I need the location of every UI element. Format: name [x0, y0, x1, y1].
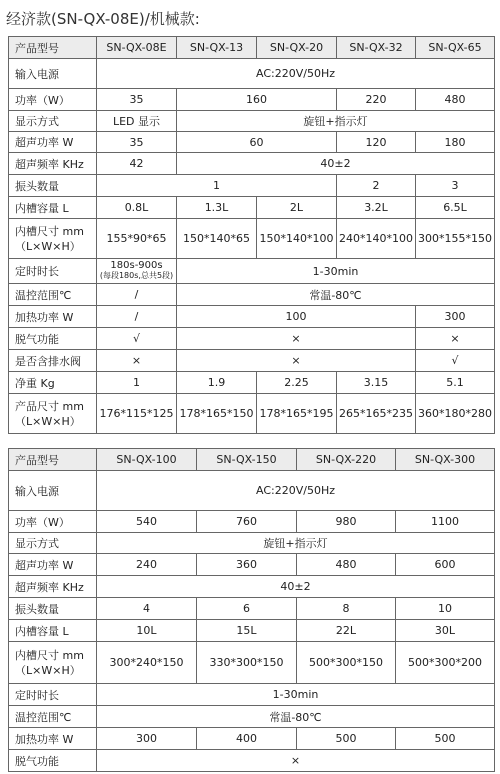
row-label: 超声功率 W [9, 132, 97, 153]
spec-table-economy [8, 36, 495, 434]
spec-table-mechanical [8, 448, 495, 772]
table-cell: 2 [337, 175, 416, 197]
row-label: 超声频率 KHz [9, 576, 97, 598]
table-row [9, 706, 495, 728]
table-cell: 8 [297, 598, 396, 620]
table-row [9, 620, 495, 642]
table-row [9, 750, 495, 772]
table-row [9, 197, 495, 219]
row-label: 功率（W） [9, 89, 97, 111]
row-label: 超声功率 W [9, 554, 97, 576]
row-label-line: 内槽尺寸 mm [15, 648, 84, 662]
table-cell: 400 [197, 728, 297, 750]
table-cell: 150*140*100 [257, 219, 337, 259]
table-cell: 1 [97, 372, 177, 394]
table-row [9, 642, 495, 684]
table-cell: 760 [197, 511, 297, 533]
row-label-line: （L×W×H） [15, 663, 81, 677]
table-row [9, 576, 495, 598]
header-cell: SN-QX-65 [416, 37, 495, 59]
table-cell: LED 显示 [97, 111, 177, 132]
table-header-row [9, 37, 495, 59]
row-label-line: （L×W×H） [15, 239, 81, 253]
timer-note: (每段180s,总共5段) [99, 271, 174, 280]
table-cell: × [416, 328, 495, 350]
table-cell: × [97, 750, 495, 772]
header-cell: 产品型号 [9, 449, 97, 471]
table-cell: 500 [396, 728, 495, 750]
row-label: 输入电源 [9, 471, 97, 511]
table-cell: 178*165*150 [177, 394, 257, 434]
timer-range: 180s-900s [110, 260, 163, 271]
row-label: 显示方式 [9, 533, 97, 554]
table-row [9, 372, 495, 394]
row-label: 净重 Kg [9, 372, 97, 394]
table-cell: 2L [257, 197, 337, 219]
row-label-line: 内槽尺寸 mm [15, 224, 84, 238]
table-row [9, 132, 495, 153]
row-label [9, 394, 97, 434]
table-cell: 500*300*200 [396, 642, 495, 684]
header-cell: SN-QX-32 [337, 37, 416, 59]
row-label: 振头数量 [9, 175, 97, 197]
table-cell: 150*140*65 [177, 219, 257, 259]
table-cell: 240 [97, 554, 197, 576]
row-label: 振头数量 [9, 598, 97, 620]
table-cell: 5.1 [416, 372, 495, 394]
page-title: 经济款(SN-QX-08E)/机械款: [6, 10, 200, 28]
row-label: 脱气功能 [9, 750, 97, 772]
row-label [9, 219, 97, 259]
table-cell: AC:220V/50Hz [97, 59, 495, 89]
row-label: 内槽容量 L [9, 620, 97, 642]
table-cell: × [97, 350, 177, 372]
row-label: 脱气功能 [9, 328, 97, 350]
table-row [9, 394, 495, 434]
header-cell: SN-QX-13 [177, 37, 257, 59]
table-row [9, 284, 495, 306]
table-row [9, 111, 495, 132]
row-label: 加热功率 W [9, 728, 97, 750]
header-cell: SN-QX-220 [297, 449, 396, 471]
table-cell: 35 [97, 89, 177, 111]
table-cell: 155*90*65 [97, 219, 177, 259]
row-label: 是否含排水阀 [9, 350, 97, 372]
table-row [9, 89, 495, 111]
row-label: 输入电源 [9, 59, 97, 89]
row-label: 温控范围℃ [9, 284, 97, 306]
table-cell: 6.5L [416, 197, 495, 219]
table-cell: 常温-80℃ [97, 706, 495, 728]
row-label: 内槽容量 L [9, 197, 97, 219]
row-label [9, 642, 97, 684]
table-cell: 15L [197, 620, 297, 642]
table-cell: 480 [297, 554, 396, 576]
table-row [9, 306, 495, 328]
table-cell: 300 [416, 306, 495, 328]
row-label: 超声频率 KHz [9, 153, 97, 175]
table-cell: 1 [97, 175, 337, 197]
table-row [9, 259, 495, 284]
table-cell: 6 [197, 598, 297, 620]
table-cell: 480 [416, 89, 495, 111]
table-cell: √ [416, 350, 495, 372]
row-label: 定时时长 [9, 259, 97, 284]
table-cell: 265*165*235 [337, 394, 416, 434]
table-cell: 980 [297, 511, 396, 533]
table-row [9, 219, 495, 259]
table-cell: 42 [97, 153, 177, 175]
row-label-line: （L×W×H） [15, 414, 81, 428]
header-cell: SN-QX-20 [257, 37, 337, 59]
table-cell: 1.9 [177, 372, 257, 394]
table-cell: 30L [396, 620, 495, 642]
table-cell: 300*240*150 [97, 642, 197, 684]
header-cell: SN-QX-150 [197, 449, 297, 471]
table-cell: 300*155*150 [416, 219, 495, 259]
table-cell: 180 [416, 132, 495, 153]
table-cell: 旋钮+指示灯 [177, 111, 495, 132]
table-header-row [9, 449, 495, 471]
table-cell: 120 [337, 132, 416, 153]
table-cell: 旋钮+指示灯 [97, 533, 495, 554]
table-cell: 1100 [396, 511, 495, 533]
table-cell: 600 [396, 554, 495, 576]
table-cell: 1-30min [97, 684, 495, 706]
table-row [9, 598, 495, 620]
table-cell: 160 [177, 89, 337, 111]
table-cell: 300 [97, 728, 197, 750]
table-row [9, 153, 495, 175]
header-cell: SN-QX-08E [97, 37, 177, 59]
table-cell: 3.15 [337, 372, 416, 394]
table-cell: 常温-80℃ [177, 284, 495, 306]
table-cell: 540 [97, 511, 197, 533]
table-cell: 40±2 [97, 576, 495, 598]
table-cell [97, 259, 177, 284]
row-label: 功率（W） [9, 511, 97, 533]
table-cell: √ [97, 328, 177, 350]
table-cell: 330*300*150 [197, 642, 297, 684]
table-cell: 10 [396, 598, 495, 620]
table-cell: 22L [297, 620, 396, 642]
table-row [9, 350, 495, 372]
table-row [9, 684, 495, 706]
table-row [9, 728, 495, 750]
row-label-line: 产品尺寸 mm [15, 399, 84, 413]
table-cell: 1.3L [177, 197, 257, 219]
header-cell: 产品型号 [9, 37, 97, 59]
table-cell: × [177, 328, 416, 350]
row-label: 温控范围℃ [9, 706, 97, 728]
header-cell: SN-QX-100 [97, 449, 197, 471]
table-cell: 500 [297, 728, 396, 750]
table-cell: 2.25 [257, 372, 337, 394]
table-cell: 500*300*150 [297, 642, 396, 684]
table-cell: 10L [97, 620, 197, 642]
table-cell: 220 [337, 89, 416, 111]
table-cell: 360*180*280 [416, 394, 495, 434]
table-row [9, 471, 495, 511]
table-cell: 4 [97, 598, 197, 620]
row-label: 加热功率 W [9, 306, 97, 328]
table-row [9, 511, 495, 533]
row-label: 定时时长 [9, 684, 97, 706]
table-cell: × [177, 350, 416, 372]
table-row [9, 59, 495, 89]
table-cell: 240*140*100 [337, 219, 416, 259]
table-cell: 100 [177, 306, 416, 328]
table-cell: 1-30min [177, 259, 495, 284]
table-cell: 40±2 [177, 153, 495, 175]
table-cell: 3.2L [337, 197, 416, 219]
table-cell: 3 [416, 175, 495, 197]
table-cell: / [97, 306, 177, 328]
table-row [9, 533, 495, 554]
table-cell: AC:220V/50Hz [97, 471, 495, 511]
table-row [9, 175, 495, 197]
table-row [9, 554, 495, 576]
table-cell: 35 [97, 132, 177, 153]
table-cell: / [97, 284, 177, 306]
table-cell: 178*165*195 [257, 394, 337, 434]
row-label: 显示方式 [9, 111, 97, 132]
table-cell: 360 [197, 554, 297, 576]
table-cell: 176*115*125 [97, 394, 177, 434]
table-cell: 0.8L [97, 197, 177, 219]
table-cell: 60 [177, 132, 337, 153]
table-row [9, 328, 495, 350]
header-cell: SN-QX-300 [396, 449, 495, 471]
